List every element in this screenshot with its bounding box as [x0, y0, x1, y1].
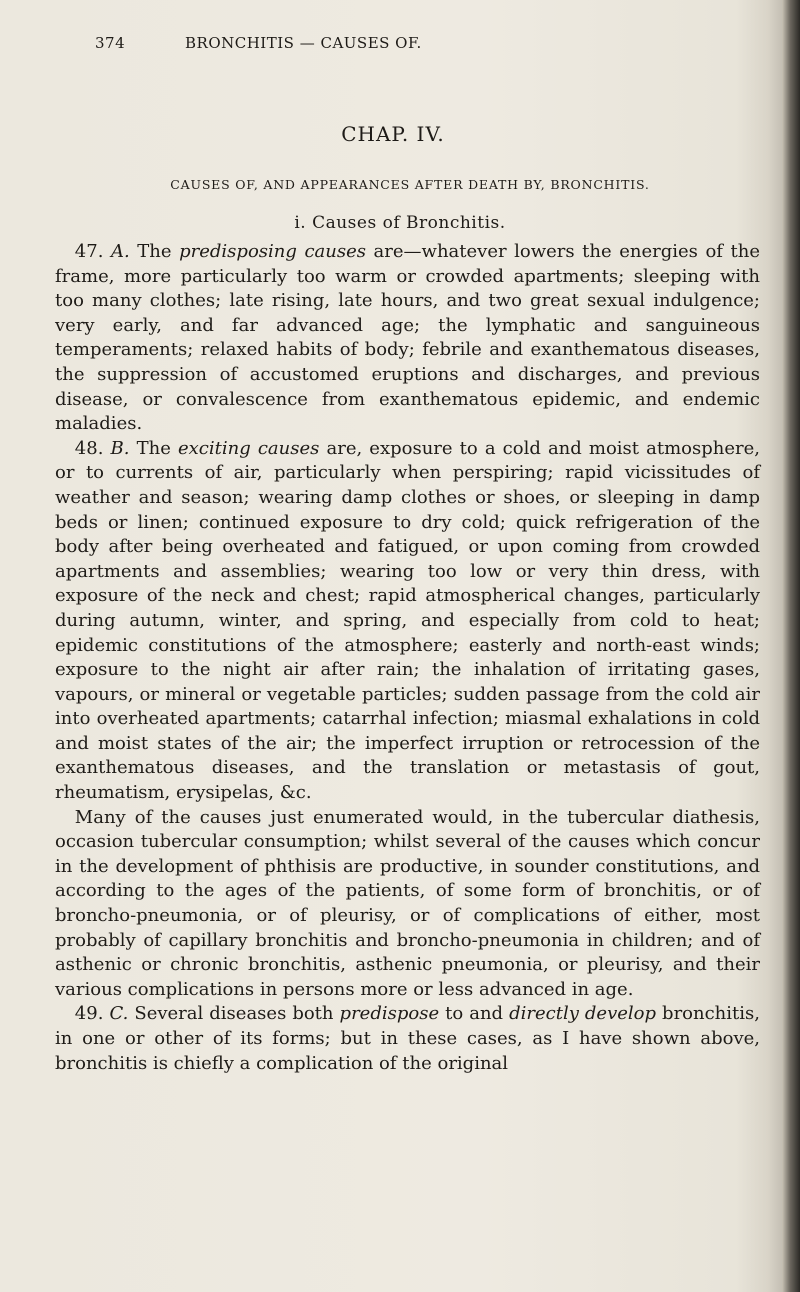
page-binding-edge [782, 0, 800, 1292]
chapter-title: CHAP. IV. [341, 122, 445, 146]
page-number: 374 [95, 34, 126, 52]
section-heading: i. Causes of Bronchitis. [294, 213, 506, 233]
running-head [95, 34, 695, 58]
paragraph-term: predispose [339, 1003, 440, 1025]
paragraph-letter: B. [110, 437, 130, 459]
paragraph-letter: C. [109, 1003, 129, 1025]
paragraph-49 [55, 1002, 760, 1076]
paragraph-text: are, exposure to a cold and moist atmosphere, or to currents of air, particularly when perspiring; rapid vicissitudes of weather and season; wearing damp clothes or shoes, or sleeping in damp beds or linen; continued exposure to dry cold; quick refrigeration of the body after being overheated and fatigued, or upon coming from crowded apartments and assemblies; wearing too low or very thin dress, with exposure of the neck and chest; rapid atmospherical changes, particularly during autumn, winter, and spring, and especially from cold to heat; epidemic constitutions of the atmosphere; easterly and north-east winds; exposure to the night air after rain; the inhalation of irritating gases, vapours, or mineral or vegetable particles; sudden passage from the cold air into overheated apartments; catarrhal infection; miasmal exhalations in cold and moist states of the air; the imperfect irruption or retrocession of the exanthematous diseases, and the translation or metastasis of gout, rheumatism, erysipelas, &c. [55, 437, 760, 804]
paragraph-47 [55, 240, 760, 437]
running-title: BRONCHITIS — CAUSES OF. [185, 34, 422, 52]
paragraph-term: directly develop [509, 1003, 657, 1025]
paragraph-letter: A. [111, 241, 130, 262]
paragraph-number: 48. [74, 437, 104, 459]
paragraph-number: 47. [74, 241, 104, 262]
paragraph-term: exciting causes [177, 437, 320, 459]
paragraph-text: bronchitis, in one or other of its forms; but in these cases, as I have shown above, bronchitis is chiefly a complication of the original [55, 1003, 760, 1074]
paragraph-text: are—whatever lowers the energies of the frame, more particularly too warm or crowded apartments; sleeping with too many clothes; late rising, late hours, and two great sexual indulgence; very early, and far advanced age; the lymphatic and sanguineous temperaments; relaxed habits of body; febrile and exanthematous diseases, the suppression of accustomed eruptions and discharges, and previous disease, or convalescence from exanthematous epidemic, and endemic maladies. [55, 241, 760, 435]
paragraph-term: predisposing causes [179, 241, 366, 262]
paragraph-lead: Several diseases both [134, 1003, 334, 1025]
paragraph-many-causes: Many of the causes just enumerated would, in the tubercular diathesis, occasion tubercular consumption; whilst several of the causes which concur in the development of phthisis are productive, in sounder constitutions, and according to the ages of the patients, of some form of bronchitis, or of broncho-pneumonia, or of pleurisy, or of complications of either, most probably of capillary bronchitis and broncho-pneumonia in children; and of asthenic or chronic bronchitis, asthenic pneumonia, or pleurisy, and their various complications in persons more or less advanced in age. [55, 806, 760, 1000]
paragraph-number: 49. [74, 1003, 104, 1025]
body-text [55, 240, 760, 1076]
paragraph-mid: to and [445, 1003, 504, 1025]
chapter-subtitle: CAUSES OF, AND APPEARANCES AFTER DEATH BY, BRONCHITIS. [170, 177, 650, 192]
paragraph-48 [55, 437, 760, 806]
paragraph-lead: The [136, 437, 171, 459]
paragraph-lead: The [137, 241, 172, 262]
